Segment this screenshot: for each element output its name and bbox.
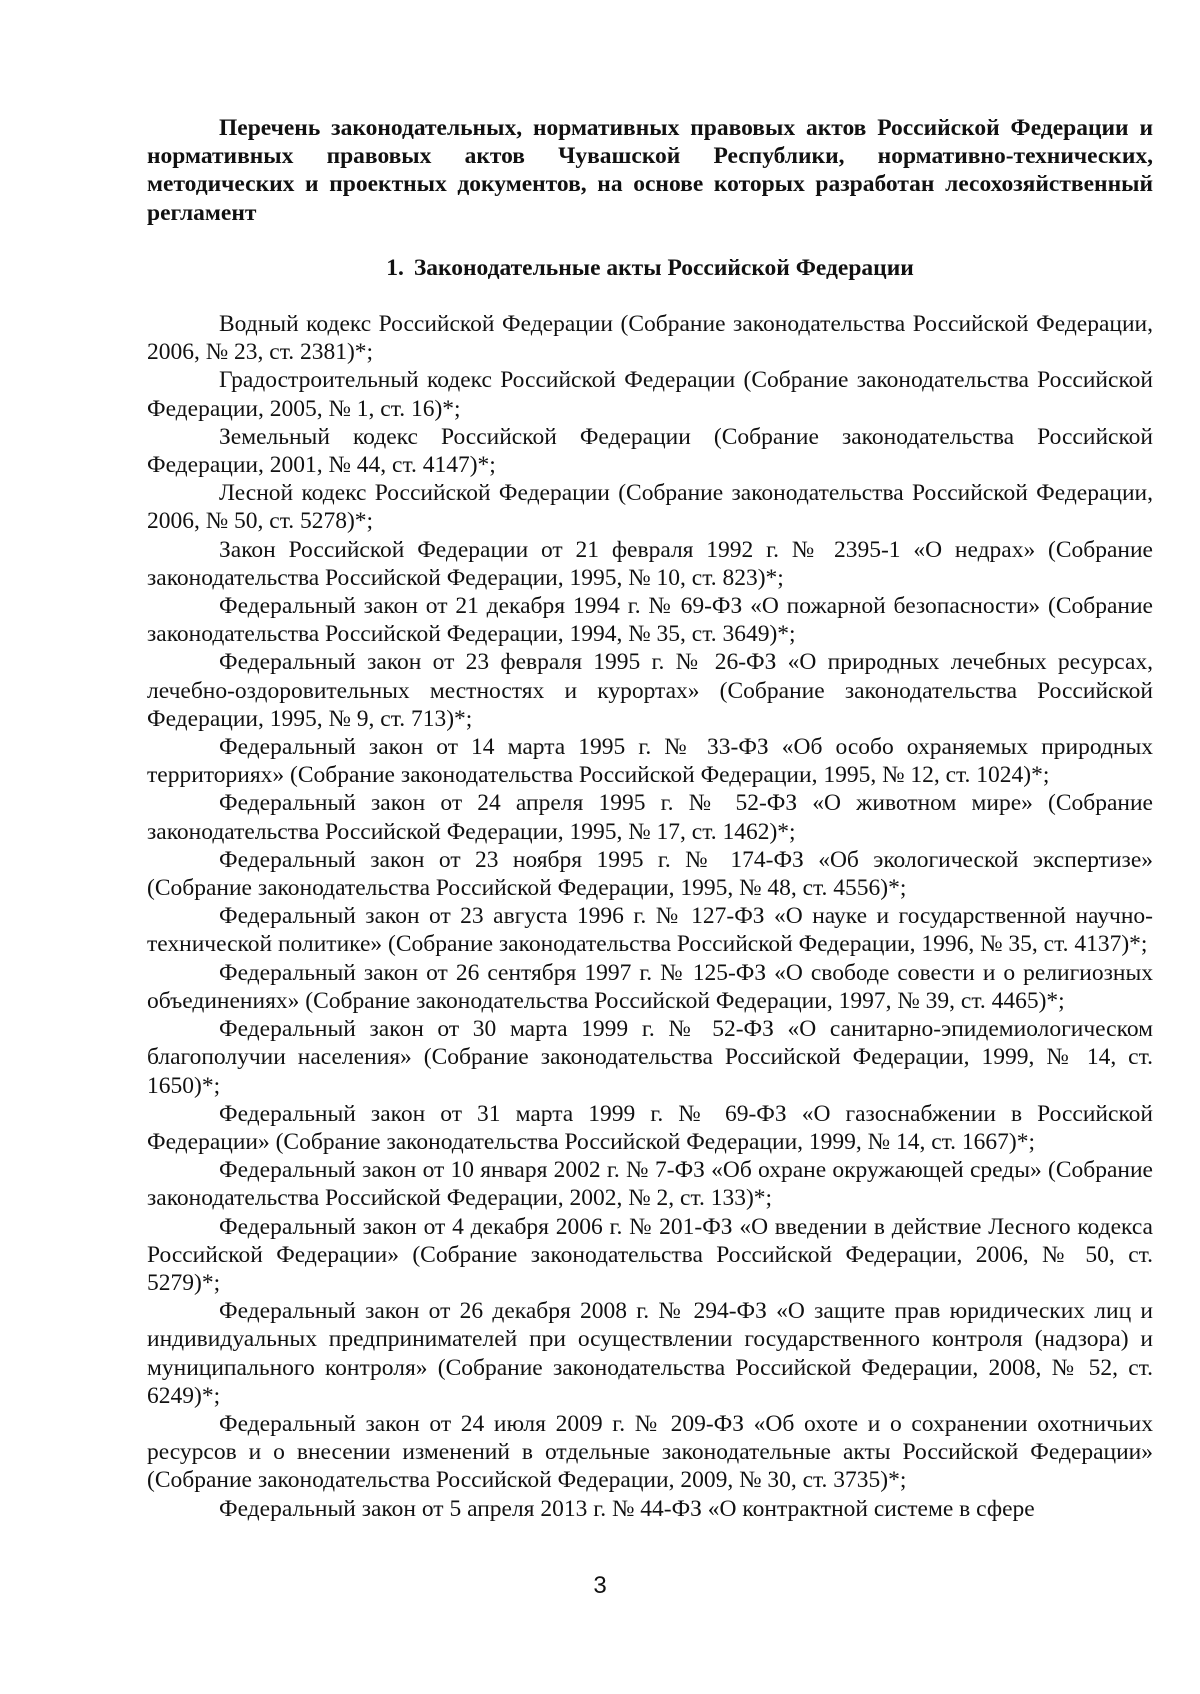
- list-item: Федеральный закон от 30 марта 1999 г. № 52-ФЗ «О санитарно-эпидемиологическом благополучии населения» (Собрание законодательства Российской Федерации, 1999, № 14, ст. 1650)*;: [147, 1016, 1153, 1099]
- document-title: Перечень законодательных, нормативных правовых актов Российской Федерации и нормативных правовых актов Чувашской Республики, нормативно-технических, методических и проектных документов, на основе которых разработан лесохозяйственный регламент: [147, 115, 1153, 226]
- list-item: Федеральный закон от 21 декабря 1994 г. № 69-ФЗ «О пожарной безопасности» (Собрание законодательства Российской Федерации, 1994, № 35, ст. 3649)*;: [147, 593, 1153, 648]
- list-item: Федеральный закон от 24 июля 2009 г. № 209-ФЗ «Об охоте и о сохранении охотничьих ресурсов и о внесении изменений в отдельные законодательные акты Российской Федерации» (Собрание законодательства Российской Федерации, 2009, № 30, ст. 3735)*;: [147, 1410, 1153, 1494]
- list-item: Федеральный закон от 26 декабря 2008 г. № 294-ФЗ «О защите прав юридических лиц и индивидуальных предпринимателей при осуществлении государственного контроля (надзора) и муниципального контроля» (Собрание законодательства Российской Федерации, 2008, № 52, ст. 6249)*;: [147, 1298, 1153, 1409]
- list-item: Федеральный закон от 26 сентября 1997 г. № 125-ФЗ «О свободе совести и о религиозных объединениях» (Собрание законодательства Российской Федерации, 1997, № 39, ст. 4465)*;: [147, 959, 1153, 1014]
- section-heading-text: Законодательные акты Российской Федерации: [413, 254, 914, 281]
- list-item: Федеральный закон от 14 марта 1995 г. № 33-ФЗ «Об особо охраняемых природных территориях» (Собрание законодательства Российской Федерации, 1995, № 12, ст. 1024)*;: [147, 734, 1153, 789]
- list-item: Градостроительный кодекс Российской Федерации (Собрание законодательства Российской Федерации, 2005, № 1, ст. 16)*;: [147, 367, 1153, 422]
- list-item: Федеральный закон от 24 апреля 1995 г. № 52-ФЗ «О животном мире» (Собрание законодательства Российской Федерации, 1995, № 17, ст. 1462)*;: [147, 790, 1153, 845]
- list-item: Федеральный закон от 23 августа 1996 г. № 127-ФЗ «О науке и государственной научно-технической политике» (Собрание законодательства Российской Федерации, 1996, № 35, ст. 4137)*;: [147, 903, 1153, 958]
- list-item: Лесной кодекс Российской Федерации (Собрание законодательства Российской Федерации, 2006, № 50, ст. 5278)*;: [147, 480, 1153, 535]
- list-item: Федеральный закон от 5 апреля 2013 г. № 44-ФЗ «О контрактной системе в сфере: [219, 1495, 1035, 1522]
- list-item: Федеральный закон от 10 января 2002 г. № 7-ФЗ «Об охране окружающей среды» (Собрание законодательства Российской Федерации, 2002, № 2, ст. 133)*;: [147, 1157, 1153, 1212]
- list-item: Закон Российской Федерации от 21 февраля 1992 г. № 2395-1 «О недрах» (Собрание законодательства Российской Федерации, 1995, № 10, ст. 823)*;: [147, 536, 1153, 591]
- section-number: 1.: [386, 254, 404, 281]
- list-item: Водный кодекс Российской Федерации (Собрание законодательства Российской Федерации, 2006, № 23, ст. 2381)*;: [147, 311, 1153, 366]
- list-item: Федеральный закон от 4 декабря 2006 г. № 201-ФЗ «О введении в действие Лесного кодекса Российской Федерации» (Собрание законодательства Российской Федерации, 2006, № 50, ст. 5279)*;: [147, 1213, 1153, 1296]
- document-page: [147, 114, 1153, 1523]
- list-item: Федеральный закон от 31 марта 1999 г. № 69-ФЗ «О газоснабжении в Российской Федерации» (Собрание законодательства Российской Федерации, 1999, № 14, ст. 1667)*;: [147, 1100, 1153, 1155]
- page-number: 3: [593, 1572, 607, 1599]
- entries-list: [147, 310, 1153, 1523]
- list-item: Федеральный закон от 23 февраля 1995 г. № 26-ФЗ «О природных лечебных ресурсах, лечебно-оздоровительных местностях и курортах» (Собрание законодательства Российской Федерации, 1995, № 9, ст. 713)*;: [147, 649, 1153, 732]
- list-item: Федеральный закон от 23 ноября 1995 г. № 174-ФЗ «Об экологической экспертизе» (Собрание законодательства Российской Федерации, 1995, № 48, ст. 4556)*;: [147, 846, 1153, 902]
- list-item: Земельный кодекс Российской Федерации (Собрание законодательства Российской Федерации, 2001, № 44, ст. 4147)*;: [147, 423, 1153, 479]
- section-heading: [147, 254, 1153, 282]
